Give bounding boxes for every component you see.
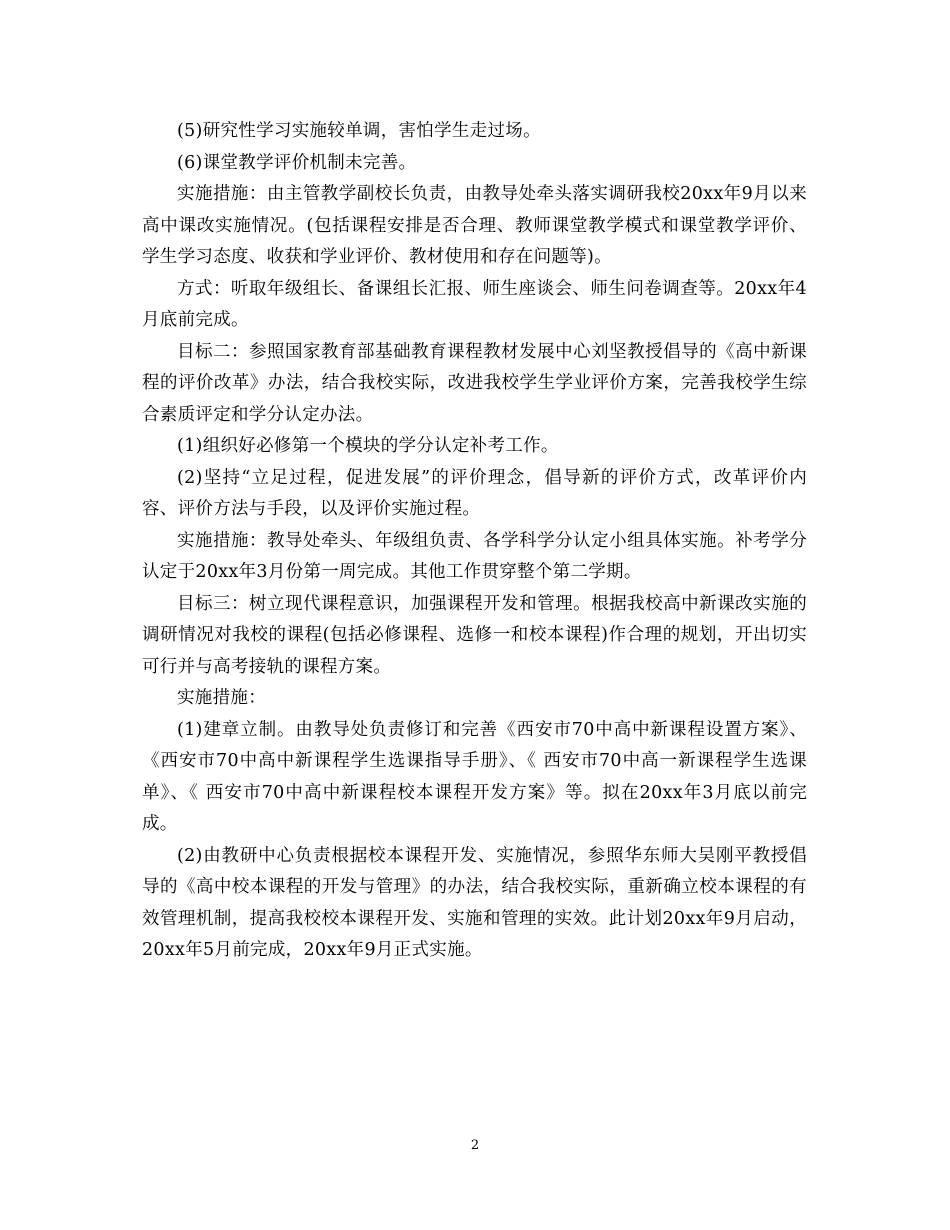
page-number: 2	[470, 1138, 480, 1153]
paragraph-goal-two-item-2: (2)坚持“立足过程，促进发展”的评价理念，倡导新的评价方式，改革评价内容、评价方法与手段，以及评价实施过程。	[142, 467, 807, 519]
paragraph-item-5: (5)研究性学习实施较单调，害怕学生走过场。	[177, 121, 541, 141]
paragraph-measures-survey: 实施措施：由主管教学副校长负责，由教导处牵头落实调研我校20xx年9月以来高中课改实施情况。(包括课程安排是否合理、教师课堂教学模式和课堂教学评价、学生学习态度、收获和学业评价、教材使用和存在问题等)。	[142, 184, 807, 267]
paragraph-item-6: (6)课堂教学评价机制未完善。	[177, 152, 417, 173]
paragraph-measures-item-1: (1)建章立制。由教导处负责修订和完善《西安市70中高中新课程设置方案》、《西安市70中高中新课程学生选课指导手册》、《 西安市70中高一新课程学生选课单》、《 西安市70中高中新课程校本课程开发方案》等。拟在20xx年3月底以前完成。	[142, 719, 807, 834]
paragraph-goal-three: 目标三：树立现代课程意识，加强课程开发和管理。根据我校高中新课改实施的调研情况对我校的课程(包括必修课程、选修一和校本课程)作合理的规划，开出切实可行并与高考接轨的课程方案。	[142, 593, 807, 677]
paragraph-goal-two: 目标二：参照国家教育部基础教育课程教材发展中心刘坚教授倡导的《高中新课程的评价改革》办法，结合我校实际，改进我校学生学业评价方案，完善我校学生综合素质评定和学分认定办法。	[142, 341, 807, 425]
paragraph-method: 方式：听取年级组长、备课组长汇报、师生座谈会、师生问卷调查等。20xx年4月底前完成。	[142, 278, 807, 330]
paragraph-measures-heading: 实施措施：	[177, 688, 266, 708]
document-body	[142, 116, 807, 967]
paragraph-measures-item-2: (2)由教研中心负责根据校本课程开发、实施情况，参照华东师大吴刚平教授倡导的《高中校本课程的开发与管理》的办法，结合我校实际，重新确立校本课程的有效管理机制，提高我校校本课程开发、实施和管理的实效。此计划20xx年9月启动， 20xx年5月前完成，20xx年9月正式实施。	[142, 845, 807, 960]
paragraph-goal-two-item-1: (1)组织好必修第一个模块的学分认定补考工作。	[177, 436, 559, 456]
paragraph-measures-credit: 实施措施：教导处牵头、年级组负责、各学科学分认定小组具体实施。补考学分认定于20xx年3月份第一周完成。其他工作贯穿整个第二学期。	[142, 530, 807, 582]
